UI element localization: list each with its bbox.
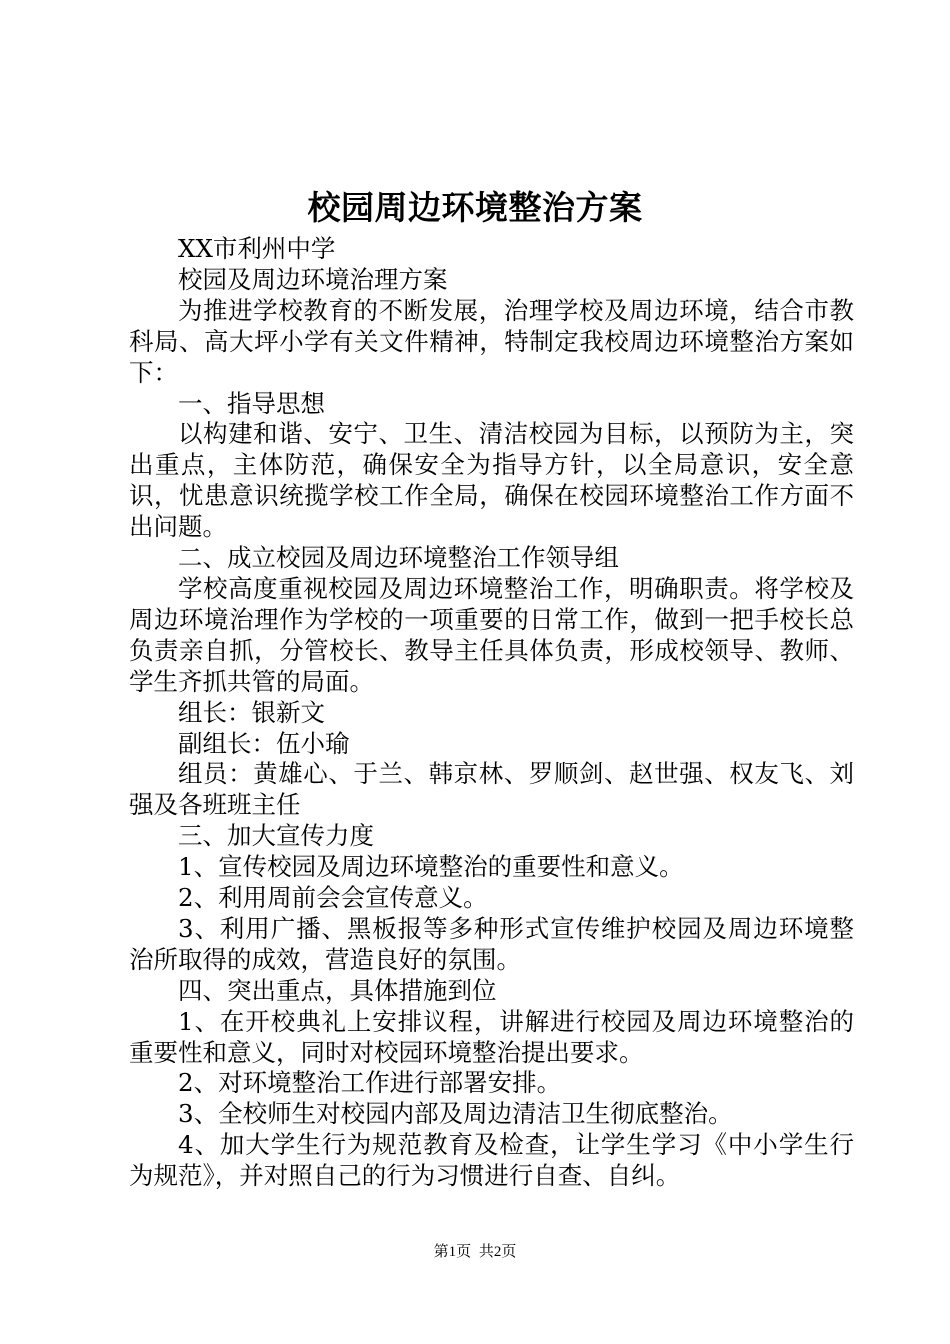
paragraph: 校园及周边环境治理方案 xyxy=(178,264,448,294)
page-number: 第1页 xyxy=(433,1244,472,1260)
list-item: 3、全校师生对校园内部及周边清洁卫生彻底整治。 xyxy=(178,1099,733,1129)
document-title: 校园周边环境整治方案 xyxy=(307,188,643,227)
page-total: 共2页 xyxy=(478,1244,517,1260)
list-item: 2、利用周前会会宣传意义。 xyxy=(178,883,488,913)
paragraph: 为推进学校教育的不断发展，治理学校及周边环境，结合市教科局、高大坪小学有关文件精神，特制定我校周边环境整治方案如下： xyxy=(129,295,854,387)
document-body xyxy=(129,234,854,1192)
section-heading: 四、突出重点，具体措施到位 xyxy=(178,975,497,1005)
paragraph: 组长：银新文 xyxy=(178,697,325,727)
paragraph: 学校高度重视校园及周边环境整治工作，明确职责。将学校及周边环境治理作为学校的一项重要的日常工作，做到一把手校长总负责亲自抓，分管校长、教导主任具体负责，形成校领导、教师、学生齐抓共管的局面。 xyxy=(129,573,854,696)
list-item: 4、加大学生行为规范教育及检查，让学生学习《中小学生行为规范》，并对照自己的行为习惯进行自查、自纠。 xyxy=(129,1130,854,1191)
list-item: 3、利用广播、黑板报等多种形式宣传维护校园及周边环境整治所取得的成效，营造良好的氛围。 xyxy=(129,913,854,974)
section-heading: 二、成立校园及周边环境整治工作领导组 xyxy=(178,543,619,573)
paragraph: 组员：黄雄心、于兰、韩京林、罗顺剑、赵世强、权友飞、刘强及各班班主任 xyxy=(129,759,854,820)
paragraph: 以构建和谐、安宁、卫生、清洁校园为目标，以预防为主，突出重点，主体防范，确保安全为指导方针，以全局意识，安全意识，忧患意识统揽学校工作全局，确保在校园环境整治工作方面不出问题。 xyxy=(129,419,854,542)
list-item: 1、宣传校园及周边环境整治的重要性和意义。 xyxy=(178,852,684,882)
section-heading: 一、指导思想 xyxy=(178,388,325,418)
list-item: 1、在开校典礼上安排议程，讲解进行校园及周边环境整治的重要性和意义，同时对校园环境整治提出要求。 xyxy=(129,1006,854,1067)
page-footer xyxy=(0,1241,950,1263)
section-heading: 三、加大宣传力度 xyxy=(178,821,374,851)
paragraph: XX市利州中学 xyxy=(178,234,336,263)
paragraph: 副组长：伍小瑜 xyxy=(178,728,350,758)
list-item: 2、对环境整治工作进行部署安排。 xyxy=(178,1068,562,1098)
